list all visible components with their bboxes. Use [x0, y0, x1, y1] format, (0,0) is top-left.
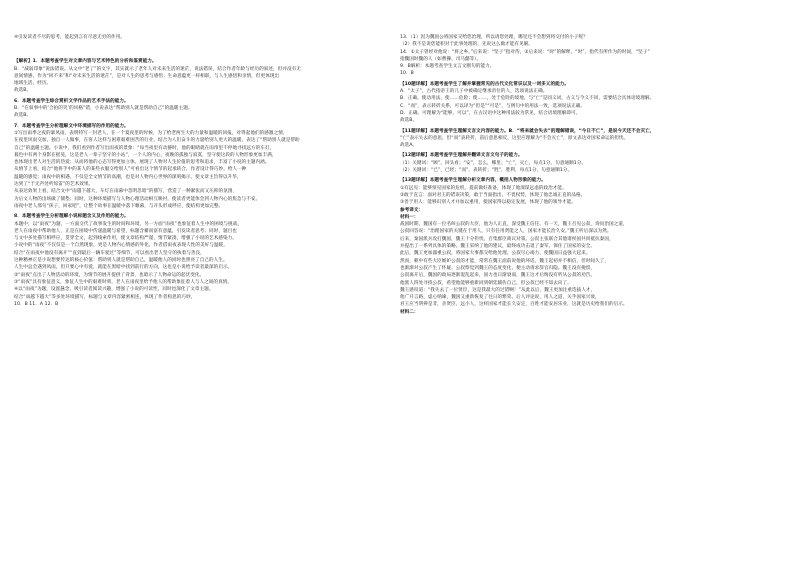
text-line: 【13题详解】本题考查学生理解分析文章内容，概括人物形象的能力。: [400, 178, 546, 184]
text-line: 温暖的感觉；雨夜中的相遇，不仅是全文情节的高潮，也是对人物内心世界的深刻揭示，使文章主旨得以升华，: [14, 174, 242, 180]
text-line: 参考译文：: [400, 207, 424, 213]
text-line: 指魏国时魏的人（如曹操、司马懿等）。: [400, 56, 482, 62]
text-line: 故选B。: [14, 88, 32, 94]
text-line: 老人在雨夜中帮助他人，正是在困境中传递温暖与希望，标题含蓄而富有意蕴，引发读者思考；同时，题目也: [14, 228, 237, 234]
text-line: 君王应当明辨是非，亲贤臣，远小人，这样国家才能长久安定，百姓才能安居乐业，这就是历史给我们的启示。: [400, 302, 628, 308]
text-line: 从情节上看，结合“他将手中的某人的某些衣服交给别人”可看出这个情节的起承转合，作者设计得巧妙，给人一种: [14, 167, 247, 173]
text-line: 达到了“于无声处听惊雷”的艺术效果。: [14, 182, 94, 188]
text-line: （2）我不是说您能积对于此事处理的，先说这么做才能有见解。: [400, 42, 534, 48]
text-line: 并提出了一系列具体的策略。魏王采纳了他的建议，最终成功击退了秦军，保住了国家的安全。: [400, 244, 596, 250]
text-line: ①有远见：能够预见国家的危机，提前做好准备，体现了他深谋远虑的政治才能。: [400, 185, 567, 191]
text-line: 8．本题考查学生分析理解小说标题含义及作用的能力。: [14, 214, 129, 220]
text-line: （1）关键词：“顾”，回头看；“安”，怎么，哪里；“亡”，灭亡，每点1分，句意通顺1分。: [400, 160, 587, 166]
text-line: 【12题详解】本题考查学生理解并翻译文言文句子的能力。: [400, 153, 523, 159]
text-line: 材料一：: [400, 214, 419, 220]
text-line: 自己”的温暖主题。小说中，我们看到作者写出雨夜的景象：“每当夜里有动静时，他的眼睛就在雨帘里不停地寻找远方的车灯，: [14, 145, 275, 151]
text-line: 故选B。: [400, 118, 418, 124]
text-line: 故选A。: [400, 143, 418, 149]
text-line: 从表达效果上看，结合文中“雨越下越大，车灯在雨幕中忽明忽暗”的描写，营造了一种紧张而又压抑的氛围，: [14, 189, 238, 195]
text-line: B．“减弱印象”说法错误。从文中“老了”的文字，其实就示了老年人对未来生活的迷茫，说法错误，结合作者年龄与经历的叙述，但并没有无: [14, 66, 301, 72]
text-line: B．正确。使动用法，使……危险；使……，处于危险的境地，与“亡”是同义词，古义与今义不同，需要结合具体语境理解。: [400, 96, 655, 102]
text-line: 10．B: [400, 71, 414, 77]
text-line: 小说中的“雨夜”不仅仅是一个自然现象，更是人物内心情感的外化，作者借雨夜表现人性的美好与温暖。: [14, 243, 228, 249]
text-line: 此后，魏王更加器重公叔，将国家大事都交给他处理。公叔尽心竭力，使魏国日益强大起来。: [400, 251, 591, 257]
text-line: [14, 41, 386, 48]
text-line: 战国时期，魏国有一位名叫公叔的大臣，他为人正直，深受魏王信任。有一天，魏王召见公叔，询问治国之道，: [400, 222, 628, 228]
text-line: 6．本题考查学生综合赏析文学作品的艺术手法的能力。: [14, 98, 129, 104]
text-line: [14, 48, 386, 55]
text-line: 他派人四处寻找公叔，希望他能够重新回到朝廷辅佐自己，但公叔已经不知去向了。: [400, 280, 572, 286]
right-column: [400, 34, 772, 550]
text-line: 结合“雨越下越大”等多处环境描写，标题与文章内容紧密相连，体现了作者构思的巧妙。: [14, 294, 196, 300]
text-line: 暮色中有两个身影在摇晃，这是老人一辈子坚守的小站”，一个人的内心，夜晚的孤独与寂寞，坚守使这段的人物形象更加丰满，: [14, 152, 277, 158]
text-line: 13．（1）因为魏国公将国家交给您治理，所以请您处理，哪里还不会想到将交付的小子呢？: [400, 35, 588, 40]
text-line: 为后文人物的出场做了铺垫；同时，这种环境描写与人物心理活动相互映衬，使读者更能体会到人物内心的焦急与不安。: [14, 196, 261, 202]
text-line: 魏王感叹道：“我失去了一位贤臣，这是我最大的过错啊！”从此以后，魏王更加注重选拔人才，: [400, 287, 596, 293]
text-line: B．“在叙事中的‘合拍的笑’的风格”错，小说表达“帮助别人就是帮助自己”的温暖主题。: [14, 106, 193, 112]
text-line: 他广开言路，虚心纳谏，魏国又重新恢复了往日的繁荣。后人评论说，用人之道，关乎国家兴衰，: [400, 295, 600, 301]
text-line: 也体现出老人对生活的热爱；从而将他的心态写得更加立体，展现了人物对人生价值的思考和追求，丰富了小说的主题内涵。: [14, 160, 270, 166]
text-line: 结合“在雨夜中他没有离开”“直到最后一辆车驶过”等细节，可以看出老人坚守的执着与善良，: [14, 250, 205, 256]
text-line: 10．B 11．A 12．B: [14, 301, 59, 307]
text-line: 与文中多处描写相呼应，贯穿全文，起到线索作用，使文章结构严谨，情节紧凑，增强了小说的艺术感染力。: [14, 236, 237, 242]
text-line: （2）关键词：“已”，已经；“而”，表转折；“胜”，胜利，每点1分，句意通顺1分。: [400, 168, 573, 174]
text-line: 14．①太子曾经对他说：“将之乡。”后来说：“坚子”指对待，②后来说：“时”的解释，“时”，指代有所作为的时间，“坚子”: [400, 49, 650, 55]
text-line: C．“而”，表示转折关系，可以译为“但是”“可是”，与例句中的用法一致，选项说法正确。: [400, 103, 586, 109]
text-line: 【10题详解】本题考查学生了解并掌握常见的古代文化常识以及一词多义的能力。: [400, 81, 570, 87]
text-line: 也渐渐对公叔产生了怀疑。公叔察觉到魏王的态度变化，便主动请求辞官归隐。魏王没有挽留，: [400, 265, 596, 271]
text-line: “亡”表示失去的意思，但“而”表转折，前后意思相反，这里应理解为“不会灭亡”，原文表达对国家命运的担忧。: [400, 135, 629, 141]
text-line: 本题中，以“雨夜”为题，一方面交代了故事发生的时间和环境，另一方面“雨夜”也象征着人生中的困境与挑战，: [14, 221, 242, 227]
text-line: A．“太子”，古代指帝王的儿子中被确定继承帝位的人，选项说法正确。: [400, 89, 548, 95]
text-line: ②“雨夜”点出了人物活动的环境，为情节的展开提供了背景，也暗示了人物命运的起伏变化。: [14, 272, 205, 278]
text-line: ③“雨夜”具有象征意义，象征人生中的艰难时刻，老人在雨夜里给予他人的帮助象征着人与人之间的真情。: [14, 279, 233, 285]
text-line: ①写出雨季之夜的暴风雨，表明特写一封老人，在一个夏夜里的时候，为了给老两生大的力量和温暖的回报，对得起他们的感激之情，: [14, 130, 288, 136]
text-line: 人生中总会遇到风雨，但只要心中有爱，就能在黑暗中找到前行的方向，这也是小说给予读者最深的启示。: [14, 265, 233, 271]
text-line: 9．B解析：本题考查学生文言文断句的能力。: [400, 64, 495, 70]
text-line: 后来，秦国派兵攻打魏国，魏王十分担忧，召集群臣商议对策。公叔主张联合其他诸侯国共同抵抗秦国，: [400, 236, 614, 242]
text-line: 公叔回答说：“治理国家的关键在于用人，只有任用贤能之人，国家才能长治久安。”魏王听后深以为然。: [400, 229, 612, 235]
text-line: ②敢于直言：面对君王的错误决策，敢于当面指出，不畏权势，体现了他忠诚正直的品格。: [400, 192, 586, 198]
text-line: 这种精神正是小说想要传达的核心价值：帮助别人就是帮助自己，温暖他人的同时也照亮了自己的人生。: [14, 258, 228, 264]
text-line: 意间情感，作为“回不来”和“对未来生活的迷茫”，是对人生的思考与感悟；生命意蕴更一样相联，与人生感悟和亲情，但更体现出: [14, 73, 280, 79]
text-line: D．正确。可理解为“能够、可以”，在古汉语中这种用法较为常见，结合语境理解即可。: [400, 110, 581, 116]
left-column: [14, 34, 386, 550]
text-line: 故选B。: [14, 113, 32, 119]
text-line: 地域生活、经历。: [14, 81, 52, 87]
text-line: 【解析】1．本题考查学生对文章内容与艺术特色的分析和鉴赏能力。: [14, 59, 157, 65]
text-line: 【11题详解】本题考查学生理解文言文内容的能力。B．“将来就会失去”的理解错误，“今日不亡”，是说今天还不会灭亡，: [400, 128, 655, 134]
text-line: 7．本题考查学生分析理解文中环境描写的作用的能力。: [14, 123, 129, 129]
text-line: ④以“雨夜”为题，设置悬念，吸引读者阅读兴趣，增强了小说的可读性，同时也深化了文章主题。: [14, 287, 214, 293]
text-line: 材料二：: [400, 309, 419, 315]
text-line: 雨夜中老人那句“孩子，回家吧”，让整个故事在温暖中落下帷幕，与开头形成呼应，使结构更加完整。: [14, 203, 224, 209]
text-line: 公叔离开后，魏国的政局逐渐混乱起来，国力也日渐衰弱，魏王这才后悔没有听从公叔的劝告。: [400, 273, 596, 279]
text-line: 在夜里风雨交加，独自一人做事，在客人这样与困难艰难困苦的行业，结合为人们奋斗的力量给别人更大的温暖，表达了“帮助别人就是帮助: [14, 138, 300, 144]
text-line: 然而，朝中有些大臣嫉妒公叔的才能，常常在魏王面前说他的坏话。魏王起初并不相信，但时间久了，: [400, 258, 609, 264]
text-line: ③善于用人：能够识别人才并加以重用，使国家得以稳定发展，体现了他的领导才能。: [400, 200, 576, 206]
text-line: ④引发读者不尽的思考，能起到言有尽意无穷的作用。: [14, 35, 125, 40]
